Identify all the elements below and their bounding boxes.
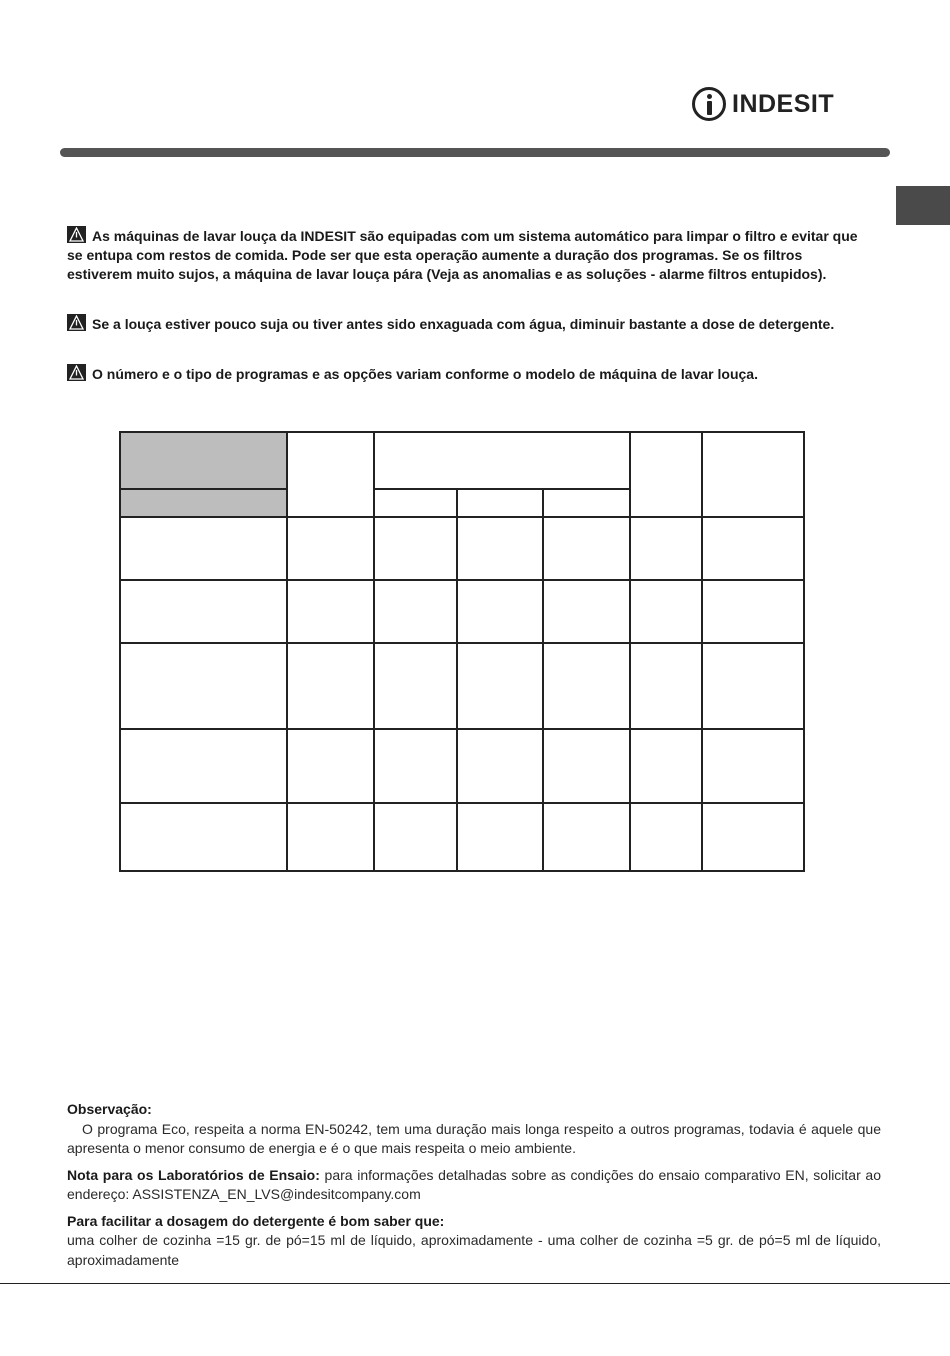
warning-programs	[67, 364, 867, 384]
table-header-cell	[630, 432, 702, 517]
table-subheader-cell	[457, 489, 543, 517]
table-subheader-cell	[374, 489, 457, 517]
dosage-text: uma colher de cozinha =15 gr. de pó=15 ml de líquido, aproximadamente - uma colher de cozinha =5 gr. de pó=5 ml de líquido, aproximadamente	[67, 1232, 881, 1268]
table-row	[120, 580, 804, 643]
table-row	[120, 643, 804, 729]
observation-title: Observação:	[67, 1101, 152, 1117]
brand-logo	[692, 84, 834, 124]
table-header-cell	[702, 432, 804, 517]
table-row	[120, 729, 804, 803]
observation-text: O programa Eco, respeita a norma EN-50242, tem uma duração mais longa respeito a outros programas, todavia é aquele que apresenta o menor consumo de energia e é o que mais respeita o meio ambiente.	[67, 1120, 881, 1156]
warning-icon	[67, 226, 86, 243]
lab-note-text: para informações detalhadas sobre as condições do ensaio comparativo EN, solicitar ao endereço: ASSISTENZA_EN_LVS@indesitcompany.com	[67, 1166, 882, 1202]
table-header-cell	[374, 432, 630, 489]
indesit-logo-icon	[692, 87, 726, 121]
table-subheader-cell	[543, 489, 630, 517]
section-tab	[896, 186, 950, 225]
table-row	[120, 803, 804, 871]
warning-text: Se a louça estiver pouco suja ou tiver antes sido enxaguada com água, diminuir bastante a dose de detergente.	[92, 316, 835, 332]
table-header-row	[120, 432, 804, 489]
warning-text: As máquinas de lavar louça da INDESIT são equipadas com um sistema automático para limpar o filtro e evitar que se entupa com restos de comida. Pode ser que esta operação aumente a duração dos programas. Se os filtros estiverem muito sujos, a máquina de lavar louça pára (Veja as anomalias e as soluções - alarme filtros entupidos).	[67, 228, 858, 282]
table-row	[120, 517, 804, 580]
warning-detergent	[67, 314, 867, 334]
table-header-cell	[120, 489, 287, 517]
header-rule	[60, 148, 890, 157]
notes-section	[67, 1100, 881, 1277]
warning-filter	[67, 226, 867, 284]
warning-text: O número e o tipo de programas e as opções variam conforme o modelo de máquina de lavar louça.	[92, 366, 758, 382]
table-header-cell	[287, 432, 374, 517]
dosage-title: Para facilitar a dosagem do detergente é bom saber que:	[67, 1212, 445, 1229]
programs-table	[119, 431, 805, 872]
footer-rule	[0, 1283, 950, 1284]
table-header-cell	[120, 432, 287, 489]
lab-note-title: Nota para os Laboratórios de Ensaio:	[67, 1166, 320, 1183]
warning-icon	[67, 364, 86, 381]
brand-name: INDESIT	[732, 89, 835, 118]
warning-icon	[67, 314, 86, 331]
